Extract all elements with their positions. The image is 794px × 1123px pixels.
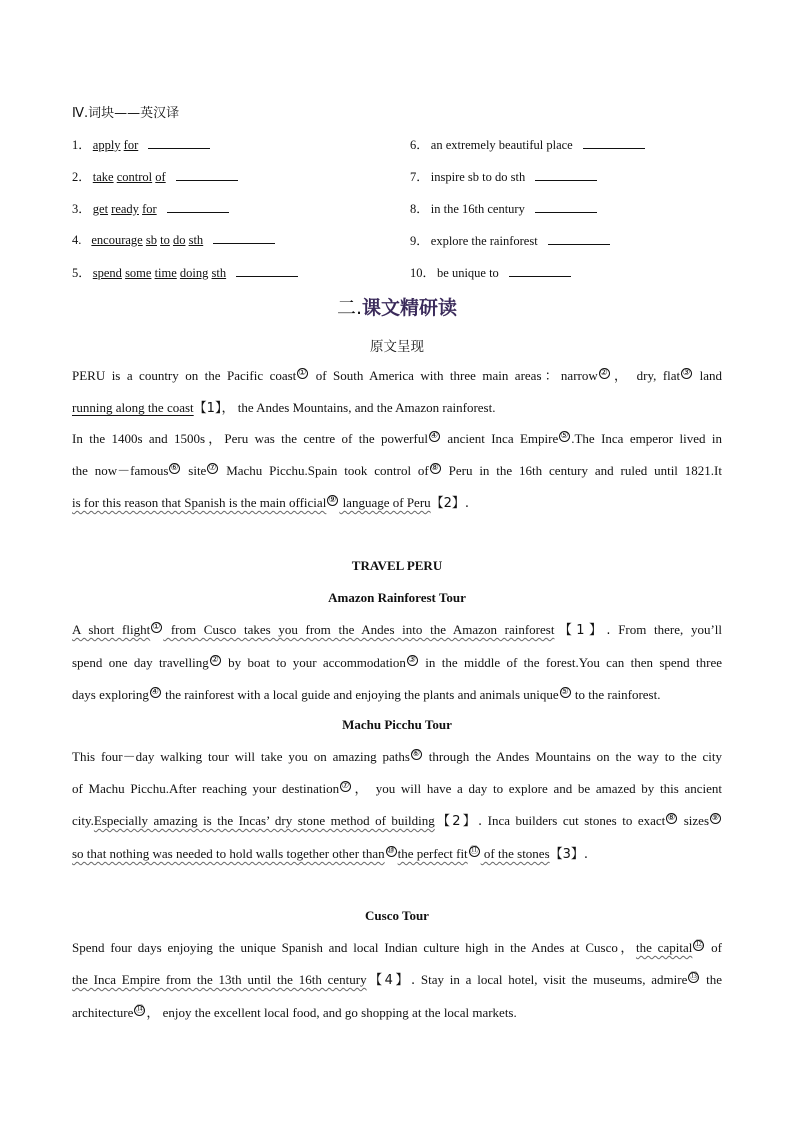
vocab-number: 7． [410,170,429,184]
p4-wavy: so that nothing was needed to hold walls together other than [72,846,385,861]
machu-tour-title: Machu Picchu Tour [342,717,452,732]
vocab-word: encourage [91,233,143,247]
p1-line-2 [72,392,722,425]
answer-blank[interactable] [535,200,597,213]
vocab-word: do [172,233,186,247]
vocab-item [410,167,597,185]
vocab-number: 2． [72,170,91,184]
p1-line-1 [72,360,722,392]
vocab-word: get [92,202,109,216]
amazon-tour-title: Amazon Rainforest Tour [328,590,466,605]
p4-line-3 [72,805,722,838]
vocab-item [410,135,645,153]
answer-blank[interactable] [148,136,210,149]
p4-line-4 [72,838,722,871]
vocab-word: take [92,170,114,184]
p3-line-3 [72,679,722,711]
p2-text: Machu Picchu.Spain took control of [219,463,429,478]
vocab-item [72,231,275,248]
p5-text: ， enjoy the excellent local food, and go shopping at the local markets. [146,1005,517,1020]
vocab-word: spend [92,266,122,280]
vocab-word: control [116,170,153,184]
p3-text: days exploring [72,687,149,702]
answer-blank[interactable] [509,264,571,277]
vocab-number: 9． [410,234,429,248]
vocab-word: time [154,266,177,280]
vocab-word: some [125,266,152,280]
footnote-marker: ④ [150,686,159,697]
vocab-number: 5． [72,266,91,280]
p4-text: sizes [678,813,710,828]
answer-blank[interactable] [176,168,238,181]
vocab-phrase: in the 16th century [430,202,525,216]
p2-wavy: is for this reason that Spanish is the main official [72,495,327,510]
p2-text: site [181,463,207,478]
vocab-word: of [155,170,166,184]
p5-text: architecture [72,1005,134,1020]
vocab-item [72,135,210,153]
vocab-item [72,263,298,281]
p3-text: by boat to your accommodation [221,655,406,670]
footnote-marker: ② [210,654,219,665]
footnote-marker: ① [298,367,307,378]
vocab-word: apply [92,138,121,152]
p5-line-1 [72,932,722,964]
p3-text: in the middle of the forest.You can then spend three [418,655,722,670]
p2-text: ancient Inca Empire [440,431,559,446]
paragraph-peru-intro [72,360,722,425]
vocab-number: 4. [72,233,82,247]
footnote-marker: ⑥ [411,748,421,759]
p4-text: of Machu Picchu.After reaching your destination [72,781,340,796]
footnote-marker: ⑦ [208,462,217,473]
vocab-word: for [142,202,157,216]
footnote-marker: ⑤ [560,430,569,441]
p5-wavy: the Inca Empire from the 13th until the 16th century [72,972,367,987]
p5-text: Stay in a local hotel, visit the museums, admire [415,972,688,987]
p2-wavy: language of Peru [339,495,431,510]
p3-text: From there, you’ll [610,622,722,637]
vocab-phrase: inspire sb to do sth [430,170,526,184]
vocab-word: doing [179,266,209,280]
p1-text: land [693,368,722,383]
p5-text: of [705,940,722,955]
answer-blank[interactable] [548,232,610,245]
p3-text: the rainforest with a local guide and enjoying the plants and animals unique [161,687,559,702]
footnote-marker: ③ [682,367,691,378]
p5-bracket: 【4】. [366,973,416,988]
paragraph-machu-tour [72,741,722,871]
part-heading [0,293,794,320]
vocab-phrase: explore the rainforest [430,234,538,248]
p4-text: city. [72,813,94,828]
vocab-word: sth [211,266,227,280]
p4-line-1 [72,741,722,773]
paragraph-amazon-tour [72,614,722,711]
paragraph-cusco-tour [72,932,722,1029]
footnote-marker: ⑧ [667,812,676,823]
footnote-marker: ⑤ [560,686,569,697]
part-heading-title: 课文精研读 [362,297,458,319]
p4-wavy: of the stones [480,846,550,861]
vocab-word: sb [145,233,157,247]
answer-blank[interactable] [167,200,229,213]
footnote-marker: ⑨ [711,812,720,823]
p2-text: the now－famous [72,463,169,478]
answer-blank[interactable] [236,264,298,277]
p3-bracket: 【1】. [554,623,611,638]
p4-text: through the Andes Mountains on the way to the city [422,749,723,764]
footnote-marker: ③ [407,654,416,665]
section-title: Ⅳ.词块——英汉译 [72,106,180,121]
p5-text: Spend four days enjoying the unique Spanish and local Indian culture high in the Andes at Cusco， [72,940,636,955]
vocab-item [410,231,610,249]
p4-line-2 [72,773,722,805]
vocab-word: sth [188,233,204,247]
footnote-marker: ⑦ [341,780,350,791]
footnote-marker: ⑥ [170,462,179,473]
vocab-item [72,167,238,185]
vocab-number: 1． [72,138,91,152]
vocab-number: 10． [410,266,436,280]
footnote-marker: ① [152,621,161,632]
p4-bracket: 【3】. [549,847,589,862]
p2-line-2 [72,455,722,487]
p4-wavy: the perfect fit [397,846,468,861]
vocab-word: ready [111,202,139,216]
footnote-marker: ⑬ [689,971,699,982]
p2-text: .The Inca emperor lived in [571,431,722,446]
travel-peru-title: TRAVEL PERU [351,558,443,573]
p4-text: Inca builders cut stones to exact [482,813,666,828]
p2-text: In the 1400s and 1500s，Peru was the centre of the powerful [72,431,428,446]
p3-text: spend one day travelling [72,655,209,670]
p2-line-1 [72,423,722,455]
vocab-number: 3． [72,202,91,216]
footnote-marker: ⑭ [135,1004,145,1015]
footnote-marker: ⑪ [469,845,479,856]
footnote-marker: ⑧ [430,462,439,473]
vocab-word: to [160,233,170,247]
part-heading-number: 二. [336,297,363,319]
p1-text: PERU is a country on the Pacific coast [72,368,297,383]
p4-text: ， you will have a day to explore and be amazed by this ancient [352,781,722,796]
p1-bracket: 【1】， [193,401,235,416]
p2-text: Peru in the 16th century and ruled until 1821.It [441,463,722,478]
p5-text: the [700,972,723,987]
p2-bracket: 【2】. [430,496,470,511]
p1-text: of South America with three main areas：narrow [309,368,598,383]
p2-line-3 [72,487,722,520]
vocab-phrase: be unique to [437,266,499,280]
p4-bracket: 【2】. [434,814,483,829]
vocab-number: 8． [410,202,429,216]
footnote-marker: ④ [429,430,439,441]
original-text-label: 原文呈现 [370,339,424,354]
vocab-item [410,199,597,217]
p1-text: the Andes Mountains, and the Amazon rainforest. [234,400,496,415]
p5-line-2 [72,964,722,997]
vocab-phrase: an extremely beautiful place [430,138,573,152]
answer-blank[interactable] [535,168,597,181]
p1-text: ， dry, flat [610,368,681,383]
vocab-item [410,263,571,281]
footnote-marker: ⑫ [694,939,704,950]
footnote-marker: ⑨ [328,494,337,505]
paragraph-peru-history [72,423,722,520]
answer-blank[interactable] [213,231,275,244]
p4-text: This four－day walking tour will take you on amazing paths [72,749,410,764]
p4-wavy: Especially amazing is the Incas’ dry stone method of building [93,813,435,828]
vocab-item [72,199,229,217]
p1-underlined: running along the coast [72,400,194,415]
p5-wavy: the capital [635,940,693,955]
p3-wavy: A short flight [72,622,151,637]
p3-line-2 [72,647,722,679]
footnote-marker: ⑩ [386,845,395,856]
vocab-word: for [123,138,139,152]
p3-line-1 [72,614,722,647]
answer-blank[interactable] [583,136,645,149]
cusco-tour-title: Cusco Tour [365,908,429,923]
footnote-marker: ② [599,367,608,378]
p3-text: to the rainforest. [571,687,661,702]
vocab-number: 6． [410,138,429,152]
p5-line-3 [72,997,722,1029]
p3-wavy: from Cusco takes you from the Andes into the Amazon rainforest [163,622,555,637]
